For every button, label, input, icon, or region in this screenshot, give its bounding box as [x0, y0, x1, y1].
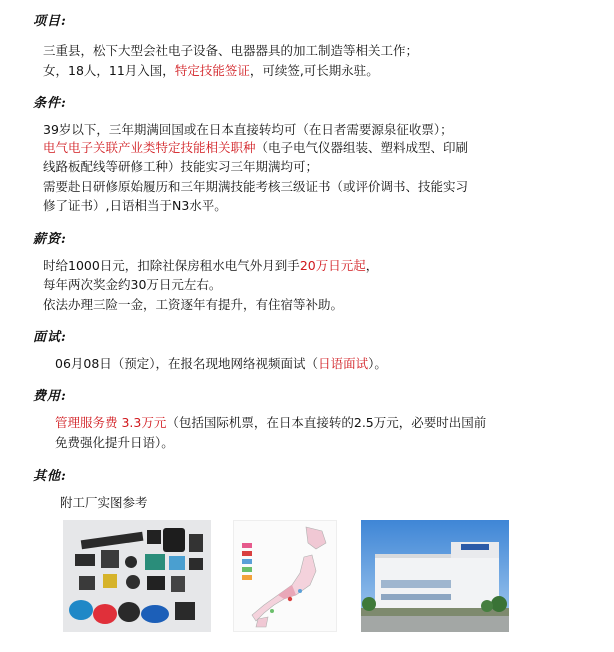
- conditions-line-4: 需要赴日研修原始履历和三年期满技能考核三级证书（或评价调书、技能实习: [43, 179, 469, 194]
- interview-line-1: [55, 355, 387, 373]
- section-heading-interview: 面试 :: [33, 326, 67, 345]
- salary-line-1-text-a: 时给1000日元，扣除社保房租水电气外月到手: [43, 258, 300, 273]
- section-heading-other: 其他 :: [33, 465, 67, 484]
- conditions-line-2-text: （电子电气仪器组装、塑料成型、印刷: [255, 140, 469, 155]
- conditions-line-1: 39岁以下，三年期满回国或在日本直接转均可（在日者需要源泉征收票）；: [43, 122, 453, 137]
- section-heading-conditions: 条件 :: [33, 92, 67, 111]
- salary-line-1-text-b: ，: [365, 258, 379, 273]
- factory-building-illustration: [361, 520, 509, 632]
- fees-line-1-text: （包括国际机票，在日本直接转的2.5万元，必要时出国前: [166, 415, 487, 430]
- section-heading-fees: 费用 :: [33, 385, 67, 404]
- fees-line-2: 免费强化提升日语）。: [55, 435, 174, 450]
- interview-language-highlight: 日语面试: [318, 356, 369, 371]
- section-heading-salary: 薪资 :: [33, 228, 67, 247]
- project-line-2-text-b: ，可续签,可长期永驻。: [249, 63, 379, 78]
- japan-map-image: [233, 520, 337, 632]
- fees-line-1: [55, 414, 486, 432]
- conditions-line-5: 修了证书）,日语相当于N3水平。: [43, 198, 227, 213]
- service-fee-highlight: 管理服务费 3.3万元: [55, 415, 167, 430]
- job-category-highlight: 电气电子关联产业类特定技能相关职种: [43, 140, 256, 155]
- section-heading-project: 项目 :: [33, 10, 67, 29]
- visa-type-highlight: 特定技能签证: [174, 63, 250, 78]
- interview-line-1-text-a: 06月08日（预定），在报名现地网络视频面试（: [55, 356, 319, 371]
- japan-map-illustration: [234, 521, 337, 632]
- monthly-pay-highlight: 20万日元起: [299, 258, 366, 273]
- salary-line-2: 每年两次奖金约30万日元左右。: [43, 277, 222, 292]
- plastic-parts-illustration: [63, 520, 211, 632]
- project-line-2: [43, 62, 379, 80]
- salary-line-1: [43, 257, 378, 275]
- conditions-line-3: 线路板配线等研修工种）技能实习三年期满均可；: [43, 159, 319, 174]
- project-line-1: 三重县，松下大型会社电子设备、电器器具的加工制造等相关工作；: [43, 43, 419, 58]
- interview-line-1-text-b: ）。: [368, 356, 387, 371]
- conditions-line-2: [43, 139, 468, 157]
- parts-photo: [63, 520, 211, 632]
- project-line-2-text-a: 女，18人，11月入国，: [43, 63, 175, 78]
- salary-line-3: 依法办理三险一金，工资逐年有提升，有住宿等补助。: [43, 297, 344, 312]
- other-line-1: 附工厂实图参考: [60, 495, 148, 510]
- factory-photo: [361, 520, 509, 632]
